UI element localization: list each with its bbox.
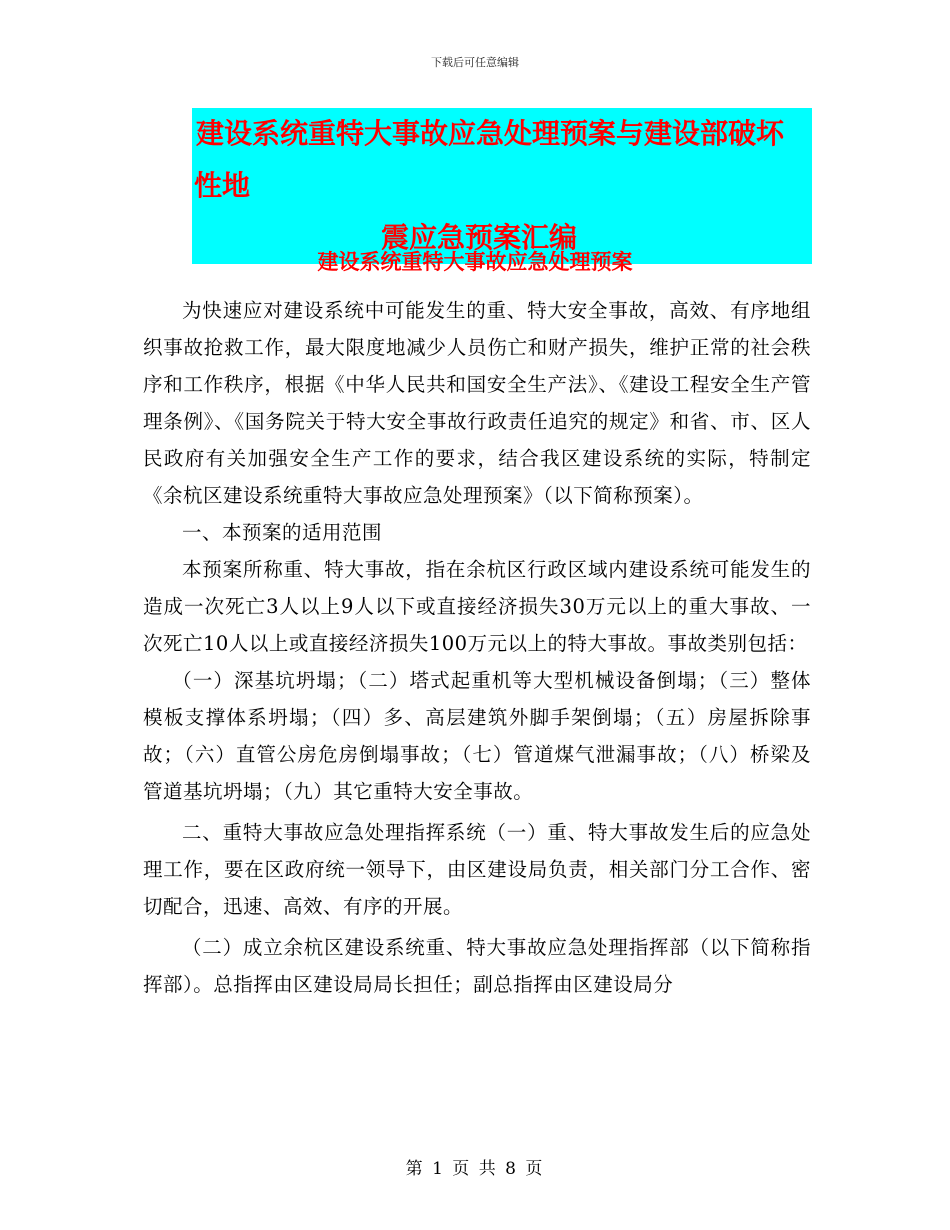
paragraph-categories: （一）深基坑坍塌；（二）塔式起重机等大型机械设备倒塌；（三）整体模板支撑体系坍塌；（四）多、高层建筑外脚手架倒塌；（五）房屋拆除事故；（六）直管公房危房倒塌事故；（七）管道煤气泄漏事故；（八）桥梁及管道基坑坍塌；（九）其它重特大安全事故。 — [143, 669, 811, 803]
paragraph-heading-scope: 一、本预案的适用范围 — [182, 521, 383, 544]
page-header-note: 下载后可任意编辑 — [431, 56, 519, 69]
section-title: 建设系统重特大事故应急处理预案 — [317, 250, 633, 274]
paragraph-scope: 本预案所称重、特大事故，指在余杭区行政区域内建设系统可能发生的造成一次死亡3人以上9人以下或直接经济损失30万元以上的重大事故、一次死亡10人以上或直接经济损失100万元以上的特大事故。事故类别包括： — [143, 558, 811, 655]
page-number: 第 1 页 共 8 页 — [405, 1159, 545, 1179]
document-title — [192, 108, 812, 264]
document-title-line-1: 建设系统重特大事故应急处理预案与建设部破坏性地 — [192, 108, 812, 212]
paragraph-command-system: 二、重特大事故应急处理指挥系统（一）重、特大事故发生后的应急处理工作，要在区政府统一领导下，由区建设局负责，相关部门分工合作、密切配合，迅速、高效、有序的开展。 — [143, 821, 811, 918]
document-body — [143, 292, 811, 1003]
paragraph-intro: 为快速应对建设系统中可能发生的重、特大安全事故，高效、有序地组织事故抢救工作，最大限度地减少人员伤亡和财产损失，维护正常的社会秩序和工作秩序，根据《中华人民共和国安全生产法》、《建设工程安全生产管理条例》、《国务院关于特大安全事故行政责任追究的规定》和省、市、区人民政府有关加强安全生产工作的要求，结合我区建设系统的实际，特制定《余杭区建设系统重特大事故应急处理预案》（以下简称预案）。 — [143, 299, 811, 507]
document-title-line-2: 震应急预案汇编 — [192, 212, 812, 264]
paragraph-command-headquarters: （二）成立余杭区建设系统重、特大事故应急处理指挥部（以下简称指挥部）。总指挥由区建设局局长担任；副总指挥由区建设局分 — [143, 936, 811, 996]
